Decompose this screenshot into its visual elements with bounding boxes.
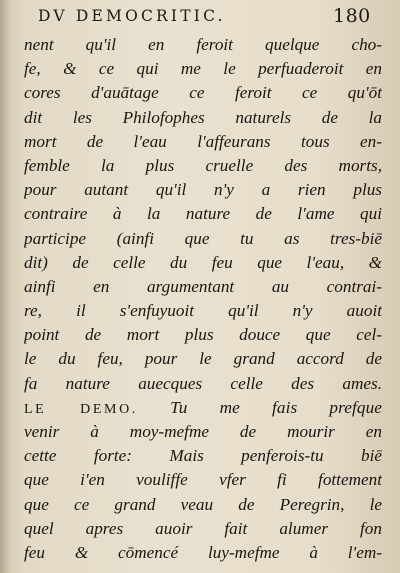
speaker-text: Tu me fais prefque	[170, 397, 382, 417]
text-line: fe, & ce qui me le perfuaderoit en	[24, 59, 382, 79]
text-line: cette forte: Mais penferois-tu biē	[24, 446, 382, 466]
text-line: venir à moy-mefme de mourir en	[24, 422, 382, 441]
text-line: que ce grand veau de Peregrin, le	[24, 494, 382, 514]
text-line: dit) de celle du feu que l'eau, &	[24, 252, 382, 272]
text-line: cores d'auātage ce feroit ce qu'ōt	[24, 83, 382, 103]
text-line: dit les Philofophes naturels de la	[24, 107, 382, 127]
text-line: que i'en vouliffe vfer fi fottement	[24, 470, 382, 490]
text-line: re, il s'enfuyuoit qu'il n'y auoit	[24, 301, 382, 321]
text-line: mort de l'eau l'affeurans tous en-	[24, 131, 382, 151]
text-line: contraire à la nature de l'ame qui	[24, 204, 382, 224]
text-line: participe (ainfi que tu as tres-biē	[24, 228, 382, 248]
body-text	[24, 33, 382, 565]
text-line: femble la plus cruelle des morts,	[24, 155, 382, 175]
text-line: point de mort plus douce que cel-	[24, 325, 382, 345]
speaker-label: LE DEMO.	[24, 401, 138, 417]
text-line: feu & cōmencé luy-mefme à l'em-	[24, 542, 382, 562]
text-line: ainfi en argumentant au contrai-	[24, 276, 382, 296]
running-title: DV DEMOCRITIC.	[38, 7, 226, 25]
text-line: fa nature auecques celle des ames.	[24, 373, 382, 393]
text-line: le du feu, pour le grand accord de	[24, 349, 382, 369]
page-number: 180	[333, 5, 371, 27]
text-line: nent qu'il en feroit quelque cho-	[24, 35, 382, 54]
text-line: pour autant qu'il n'y a rien plus	[24, 180, 382, 200]
speaker-line	[24, 396, 382, 420]
gutter-shadow	[0, 0, 10, 573]
text-line: quel apres auoir fait alumer fon	[24, 518, 382, 538]
running-head	[0, 4, 400, 30]
